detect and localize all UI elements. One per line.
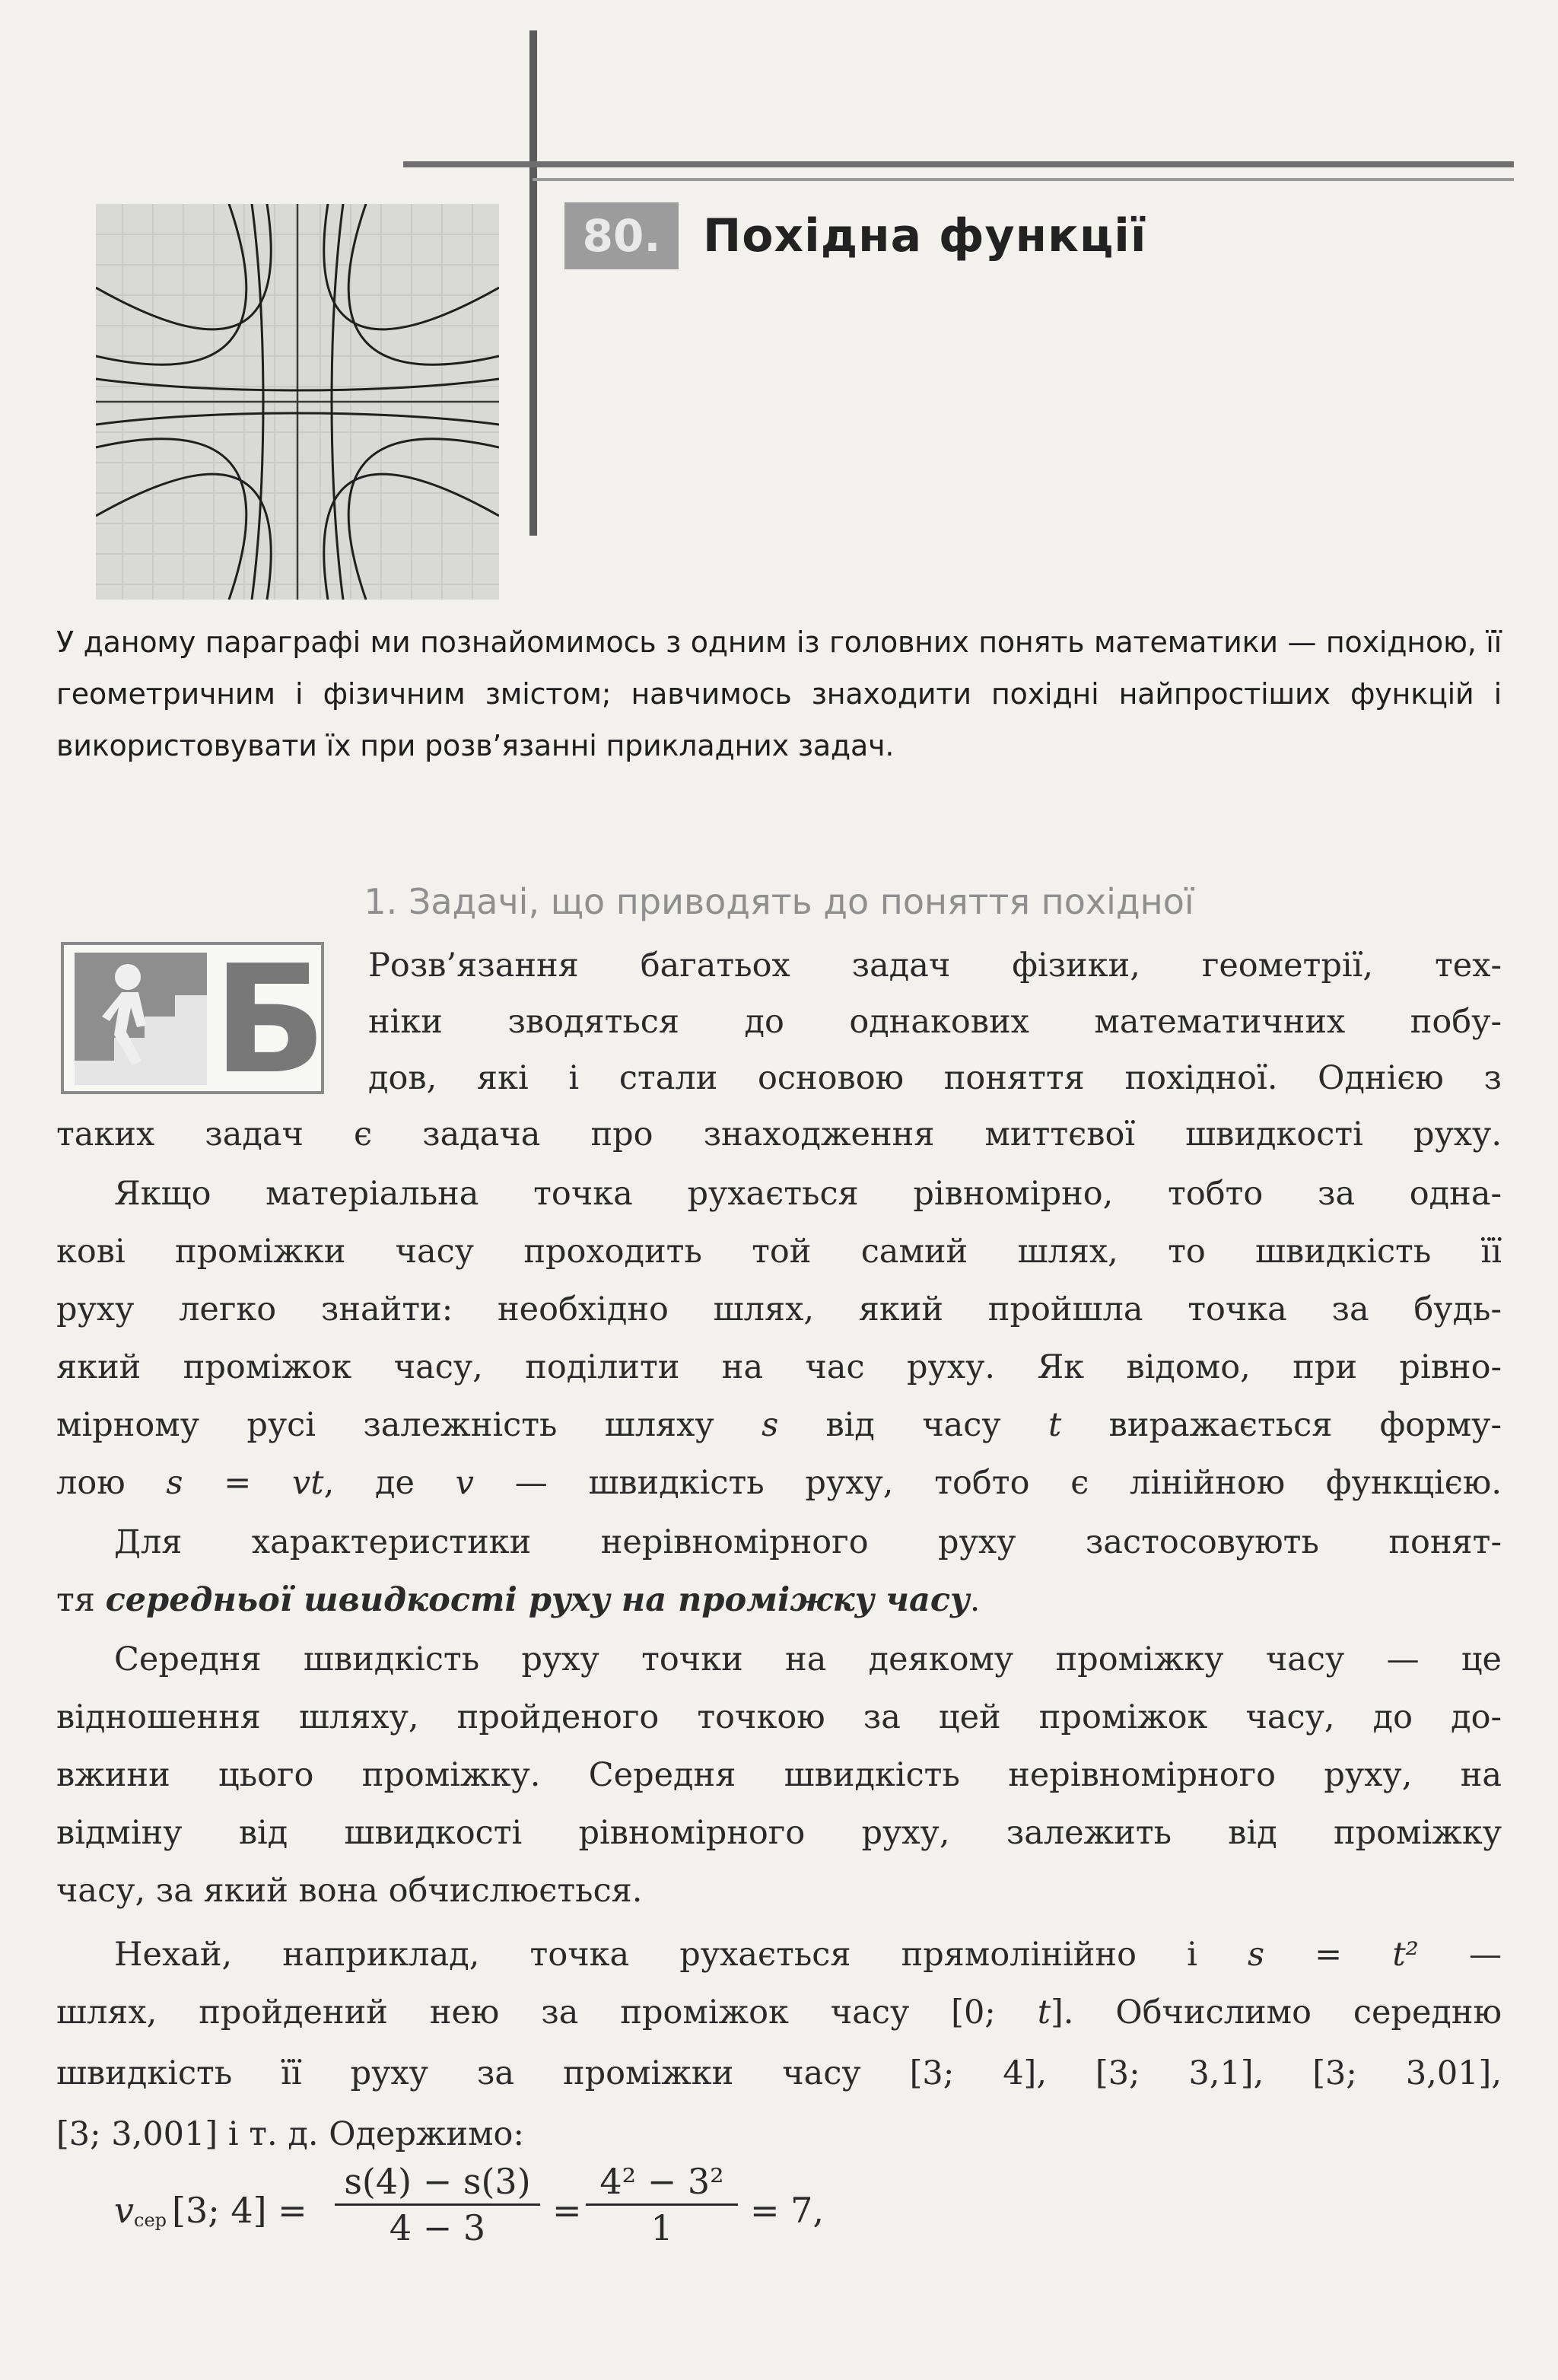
body-line: Середня швидкість руху точки на деякому проміжку часу — це — [114, 1640, 1502, 1678]
body-line: дов, які і стали основою поняття похідної. Однією з — [368, 1059, 1502, 1097]
fraction-1-bar — [335, 2203, 540, 2206]
level-badge — [61, 934, 327, 1107]
var-t: t — [1048, 1406, 1062, 1444]
formula-result: = 7, — [750, 2190, 825, 2231]
stairs-person-icon — [68, 947, 213, 1091]
text-run: . — [969, 1581, 981, 1619]
body-line — [56, 1578, 1502, 1622]
body-line: вжини цього проміжку. Середня швидкість нерівномірного руху, на — [56, 1756, 1502, 1794]
body-line: швидкість її руху за проміжки часу [3; 4], [3; 3,1], [3; 3,01], — [56, 2054, 1502, 2092]
text-run: , де — [323, 1464, 456, 1502]
body-line: Якщо матеріальна точка рухається рівномірно, тобто за одна- — [114, 1175, 1502, 1213]
fraction-1-denominator: 4 − 3 — [389, 2207, 486, 2248]
formula-subscript: сер — [134, 2210, 167, 2231]
fraction-1-numerator: s(4) − s(3) — [344, 2161, 531, 2202]
body-line: відміну від швидкості рівномірного руху, залежить від проміжку — [56, 1814, 1502, 1852]
fraction-2-denominator: 1 — [650, 2207, 673, 2248]
text-run: — — [1418, 1936, 1502, 1974]
text-run: — швидкість руху, тобто є лінійною функцією. — [473, 1464, 1502, 1502]
body-line — [114, 1933, 1502, 1977]
body-line: який проміжок часу, поділити на час руху. Як відомо, при рівно- — [56, 1348, 1502, 1386]
average-velocity-formula — [107, 2161, 867, 2267]
text-run: шлях, пройдений нею за проміжок часу [0; — [56, 1993, 1038, 2032]
var-s: s — [762, 1406, 779, 1444]
header-horizontal-rule — [403, 161, 1514, 167]
var-v: v — [455, 1464, 474, 1502]
section-number-badge: 80. — [564, 202, 679, 269]
level-letter: Б — [213, 934, 327, 1107]
text-run: лою — [56, 1464, 167, 1502]
body-line: часу, за який вона обчислюється. — [56, 1872, 643, 1910]
body-line: Для характеристики нерівномірного руху застосовують понят- — [114, 1523, 1502, 1561]
text-run: ]. Обчислимо середню — [1051, 1993, 1502, 2032]
text-run: тя — [56, 1581, 106, 1619]
body-line: ніки зводяться до однакових математичних побу- — [368, 1003, 1502, 1041]
fraction-2-numerator: 4² − 3² — [599, 2161, 724, 2202]
text-run: мірному русі залежність шляху — [56, 1406, 762, 1444]
defined-term: середньої швидкості руху на проміжку часу — [105, 1581, 970, 1619]
text-run: Нехай, наприклад, точка рухається прямолінійно і — [114, 1936, 1248, 1974]
formula-s-vt: s = vt — [166, 1464, 324, 1502]
body-line: таких задач є задача про знаходження миттєвої швидкості руху. — [56, 1115, 1502, 1153]
body-line — [56, 1403, 1502, 1447]
body-line: кові проміжки часу проходить той самий шлях, то швидкість її — [56, 1233, 1502, 1271]
text-run: виражається форму- — [1061, 1406, 1502, 1444]
fraction-2-bar — [586, 2203, 738, 2206]
formula-v: v — [114, 2190, 134, 2231]
header-horizontal-rule-thin — [533, 178, 1514, 181]
var-t: t — [1037, 1993, 1051, 2032]
subsection-heading: 1. Задачі, що приводять до поняття похідної — [364, 881, 1194, 922]
section-title: Похідна функції — [703, 209, 1147, 262]
body-line: відношення шляху, пройденого точкою за цей проміжок часу, до до- — [56, 1698, 1502, 1736]
fraction-1 — [335, 2161, 540, 2248]
body-line: руху легко знайти: необхідно шлях, який пройшла точка за будь- — [56, 1290, 1502, 1328]
text-run: від часу — [778, 1406, 1048, 1444]
body-line: Розв’язання багатьох задач фізики, геометрії, тех- — [368, 947, 1502, 985]
fraction-2 — [586, 2161, 738, 2248]
formula-s-t2: s = t² — [1247, 1936, 1419, 1974]
body-line: [3; 3,001] і т. д. Одержимо: — [56, 2115, 524, 2153]
body-line — [56, 1990, 1502, 2035]
body-line — [56, 1461, 1502, 1505]
hyperbola-grid-figure — [96, 204, 499, 600]
header-vertical-rule — [529, 30, 537, 536]
formula-interval: [3; 4] = — [172, 2190, 307, 2231]
formula-equals: = — [552, 2190, 582, 2231]
intro-paragraph: У даному параграфі ми познайомимось з одним із головних понять математики — похідною, її геометричним і фізичним змістом; навчимось знаходити похідні найпростіших функцій і використовувати їх при розв’язанні прикладних задач. — [56, 625, 1502, 762]
